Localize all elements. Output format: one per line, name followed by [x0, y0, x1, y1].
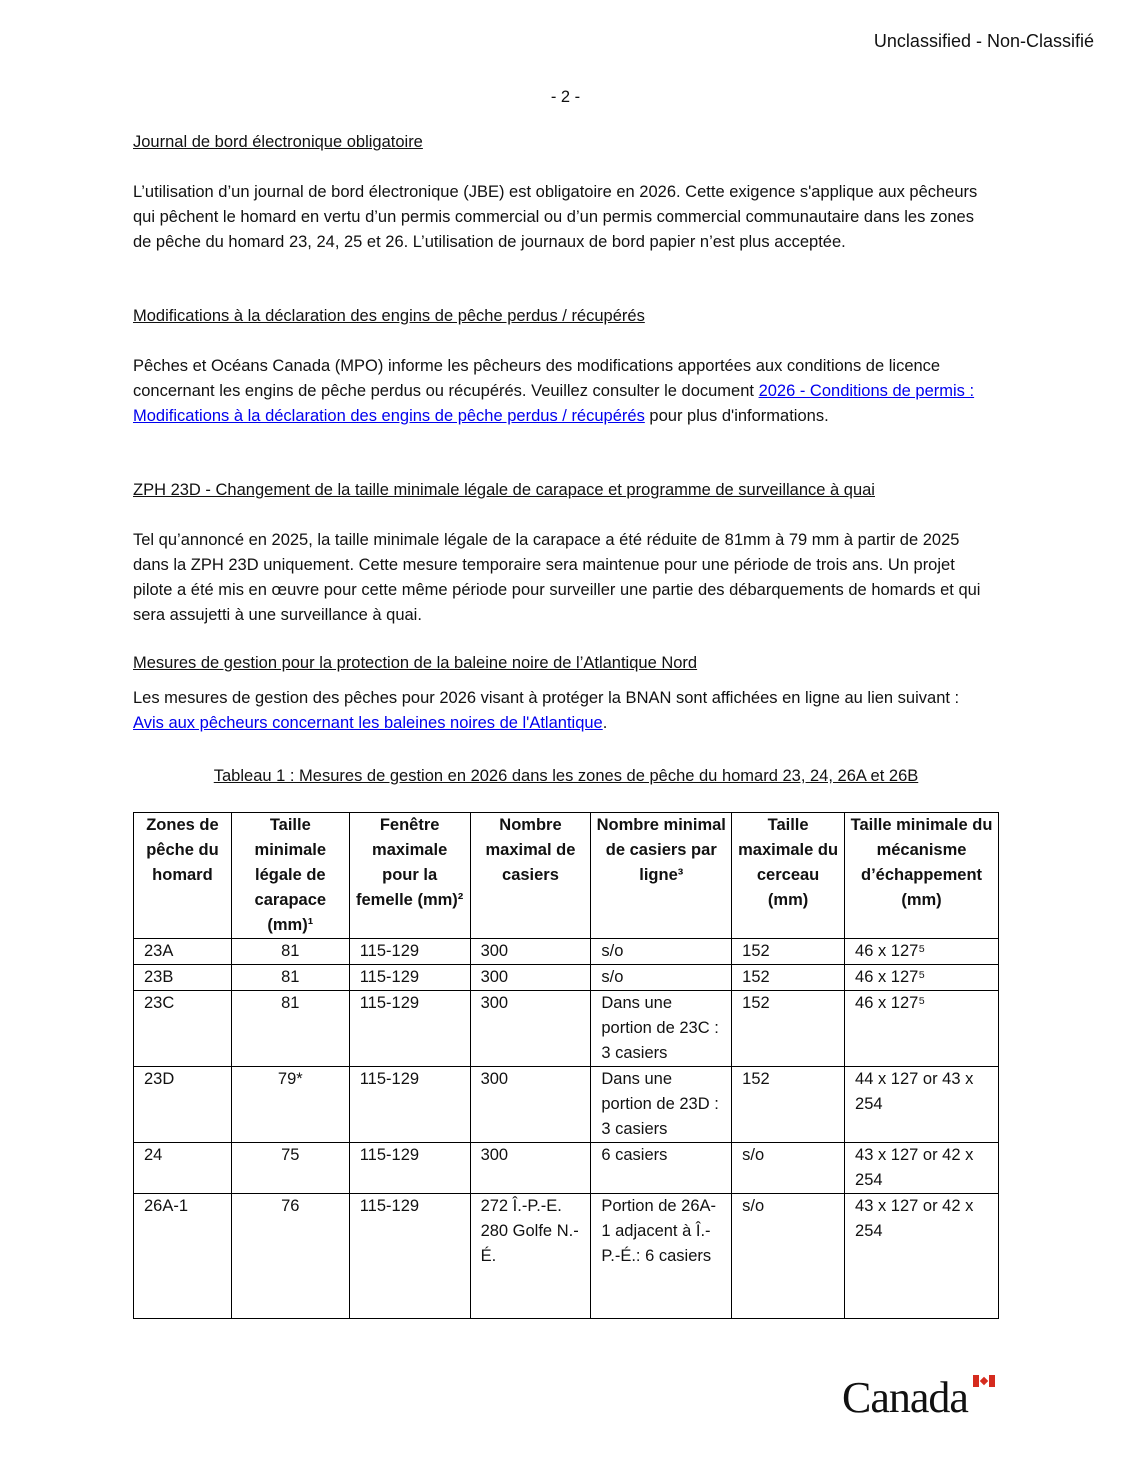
table-cell: 272 Î.-P.-E. 280 Golfe N.-É.	[470, 1194, 591, 1319]
table-cell: s/o	[732, 1143, 845, 1194]
table-cell: 115-129	[349, 965, 470, 991]
table-cell: 81	[231, 991, 349, 1067]
text: Pêches et Océans Canada (MPO) informe les pêcheurs des modifications apportées aux conditions de licence concernant les engins de pêche perdus ou récupérés. Veuillez consulter le document	[133, 357, 941, 400]
table-cell: 43 x 127 or 42 x 254	[845, 1143, 999, 1194]
section-title: ZPH 23D - Changement de la taille minimale légale de carapace et programme de surveillance à quai	[133, 481, 875, 499]
table-cell: s/o	[732, 1194, 845, 1319]
table-cell: 115-129	[349, 1067, 470, 1143]
section-engins	[133, 304, 993, 429]
table-row	[134, 1067, 999, 1143]
table-caption: Tableau 1 : Mesures de gestion en 2026 dans les zones de pêche du homard 23, 24, 26A et 26B	[213, 767, 919, 785]
table-cell: 152	[732, 1067, 845, 1143]
table-cell: 152	[732, 991, 845, 1067]
table-cell: 75	[231, 1143, 349, 1194]
section-text: L’utilisation d’un journal de bord électronique (JBE) est obligatoire en 2026. Cette exigence s'applique aux pêcheurs qui pêchent le homard en vertu d’un permis commercial ou d’un permis commercial communautaire dans les zones de pêche du homard 23, 24, 25 et 26. L’utilisation de journaux de bord papier n’est plus acceptée.	[133, 183, 978, 251]
table-cell: s/o	[591, 939, 732, 965]
section-bnan	[133, 651, 993, 736]
text: Les mesures de gestion des pêches pour 2026 visant à protéger la BNAN sont affichées en ligne au lien suivant :	[133, 689, 960, 707]
canada-flag-icon	[973, 1375, 995, 1387]
table-cell: 23D	[134, 1067, 232, 1143]
table-cell: 152	[732, 965, 845, 991]
conditions-link[interactable]: 2026 - Conditions de permis : Modifications à la déclaration des engins de pêche perdus / récupérés	[133, 382, 975, 425]
management-table	[133, 812, 999, 1319]
table-cell: 300	[470, 1067, 591, 1143]
column-header: Taille minimale du mécanisme d’échappement (mm)	[845, 813, 999, 939]
table-cell: 43 x 127 or 42 x 254	[845, 1194, 999, 1319]
column-header: Zones de pêche du homard	[134, 813, 232, 939]
section-jbe	[133, 130, 993, 255]
table-cell: 46 x 127⁵	[845, 991, 999, 1067]
table-cell: 152	[732, 939, 845, 965]
table-row	[134, 1143, 999, 1194]
table-cell: 81	[231, 939, 349, 965]
table-cell: s/o	[591, 965, 732, 991]
table-cell: 115-129	[349, 939, 470, 965]
table-cell: 46 x 127⁵	[845, 939, 999, 965]
text: .	[602, 714, 608, 732]
whales-link[interactable]: Avis aux pêcheurs concernant les baleines noires de l'Atlantique	[133, 714, 603, 732]
page-number: - 2 -	[550, 88, 581, 106]
column-header: Taille maximale du cerceau (mm)	[732, 813, 845, 939]
section-text	[133, 686, 993, 736]
table-cell: 23C	[134, 991, 232, 1067]
table-cell: Portion de 26A-1 adjacent à Î.-P.-É.: 6 casiers	[591, 1194, 732, 1319]
section-title: Mesures de gestion pour la protection de la baleine noire de l’Atlantique Nord	[133, 654, 698, 672]
table-cell: 81	[231, 965, 349, 991]
table-row	[134, 939, 999, 965]
table-row	[134, 1194, 999, 1319]
classification-label: Unclassified - Non-Classifié	[873, 31, 1094, 51]
table-header-row	[134, 813, 999, 939]
table-cell: 300	[470, 965, 591, 991]
table-cell: 300	[470, 991, 591, 1067]
table-cell: 79*	[231, 1067, 349, 1143]
table-cell: 6 casiers	[591, 1143, 732, 1194]
column-header: Fenêtre maximale pour la femelle (mm)²	[349, 813, 470, 939]
canada-wordmark-logo: Canada	[842, 1372, 968, 1423]
table-cell: 23B	[134, 965, 232, 991]
section-text: Tel qu’annoncé en 2025, la taille minimale légale de la carapace a été réduite de 81mm à 79 mm à partir de 2025 dans la ZPH 23D uniquement. Cette mesure temporaire sera maintenue pour une période de trois ans. Un projet pilote a été mis en œuvre pour cette même période pour surveiller une partie des débarquements de homards et qui sera assujetti à une surveillance à quai.	[133, 531, 981, 624]
table-row	[134, 965, 999, 991]
table-cell: 23A	[134, 939, 232, 965]
section-title: Modifications à la déclaration des engins de pêche perdus / récupérés	[133, 307, 645, 325]
table-cell: Dans une portion de 23C : 3 casiers	[591, 991, 732, 1067]
table-cell: 24	[134, 1143, 232, 1194]
table-cell: 115-129	[349, 1143, 470, 1194]
column-header: Nombre maximal de casiers	[470, 813, 591, 939]
section-text	[133, 354, 993, 429]
table-row	[134, 991, 999, 1067]
table-cell: 115-129	[349, 991, 470, 1067]
table-cell: 115-129	[349, 1194, 470, 1319]
section-title: Journal de bord électronique obligatoire	[133, 133, 423, 151]
table-cell: 76	[231, 1194, 349, 1319]
text: pour plus d'informations.	[644, 407, 829, 425]
table-cell: 300	[470, 1143, 591, 1194]
section-zph23d	[133, 478, 993, 628]
table-cell: 44 x 127 or 43 x 254	[845, 1067, 999, 1143]
table-cell: Dans une portion de 23D : 3 casiers	[591, 1067, 732, 1143]
table-cell: 300	[470, 939, 591, 965]
column-header: Taille minimale légale de carapace (mm)¹	[231, 813, 349, 939]
table-cell: 26A-1	[134, 1194, 232, 1319]
column-header: Nombre minimal de casiers par ligne³	[591, 813, 732, 939]
table-cell: 46 x 127⁵	[845, 965, 999, 991]
